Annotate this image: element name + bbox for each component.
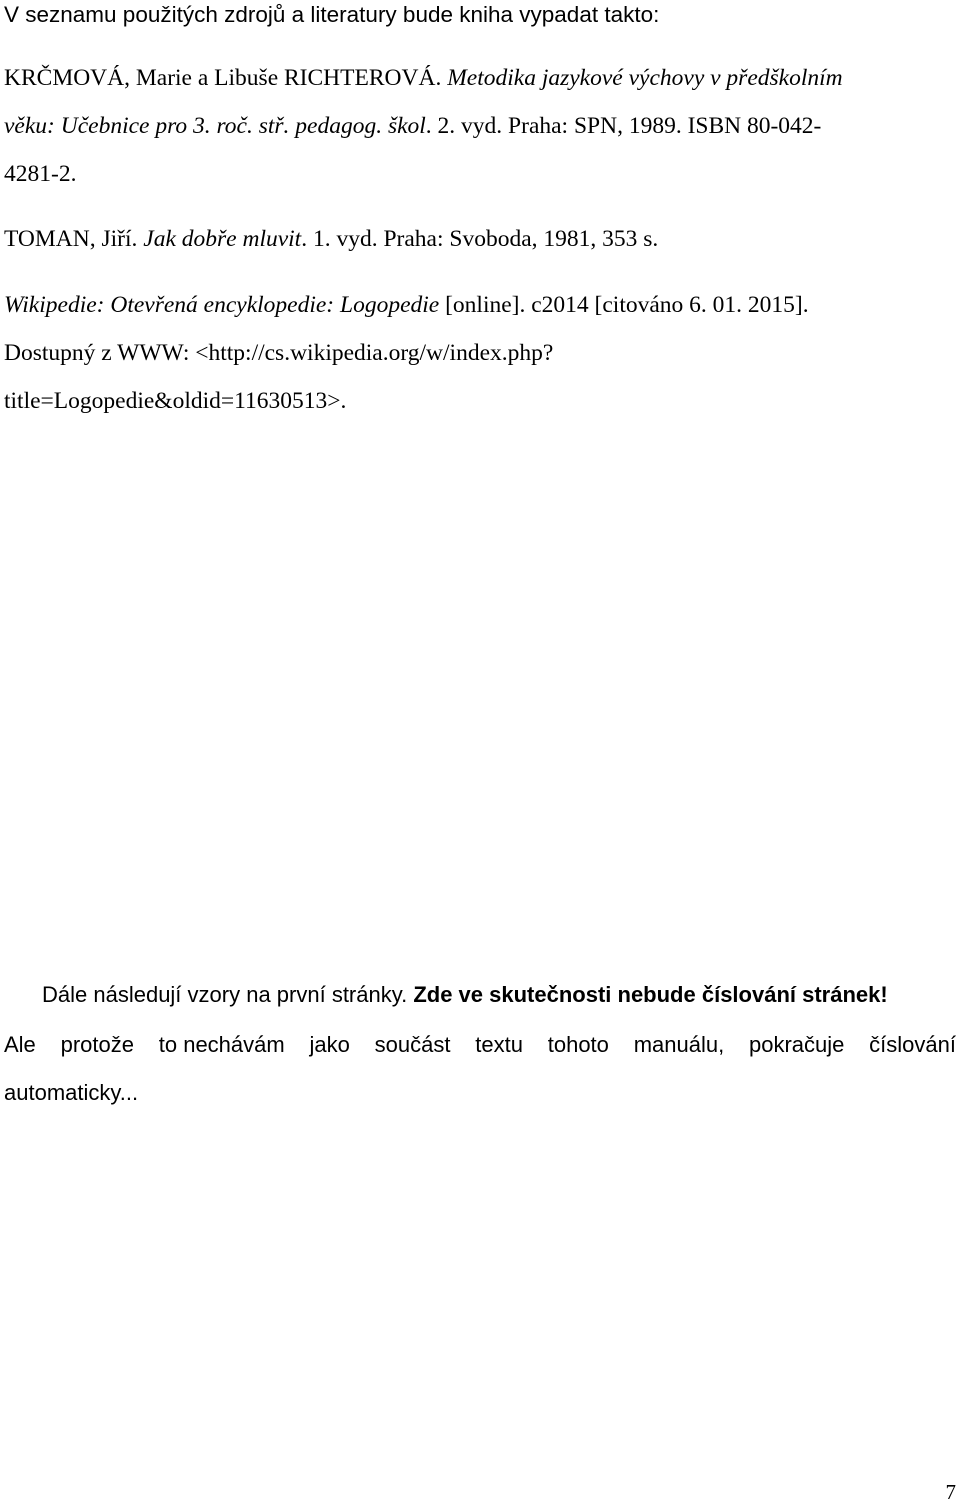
reference-line xyxy=(4,115,821,139)
reference-publication: . 2. vyd. Praha: SPN, 1989. ISBN 80-042- xyxy=(425,113,822,139)
note-warning: Zde ve skutečnosti nebude číslování stránek! xyxy=(413,982,888,1007)
reference-title: věku: Učebnice pro 3. roč. stř. pedagog. škol xyxy=(4,113,426,139)
note-word: manuálu, xyxy=(633,1032,725,1057)
page-number: 7 xyxy=(945,1480,956,1504)
note-word: jako xyxy=(309,1032,350,1057)
reference-publication: [online]. c2014 [citováno 6. 01. 2015]. xyxy=(439,292,809,318)
note-line: automaticky... xyxy=(4,1080,139,1105)
note-word: pokračuje xyxy=(748,1032,845,1057)
note-word: to nechávám xyxy=(158,1032,285,1057)
reference-line xyxy=(4,67,843,91)
reference-line xyxy=(4,163,76,187)
note-word: číslování xyxy=(869,1032,956,1057)
reference-title: Metodika jazykové výchovy v předškolním xyxy=(447,65,843,91)
reference-line xyxy=(4,342,553,366)
reference-url: Dostupný z WWW: <http://cs.wikipedia.org/w/index.php? xyxy=(4,340,554,366)
note-text: Dále následují vzory na první stránky. xyxy=(42,982,414,1007)
reference-isbn: 4281-2. xyxy=(4,161,77,187)
reference-title: Jak dobře mluvit xyxy=(143,226,302,252)
reference-line xyxy=(4,294,809,318)
reference-line xyxy=(4,228,658,252)
reference-authors: KRČMOVÁ, Marie a Libuše RICHTEROVÁ. xyxy=(4,65,448,91)
note-word: tohoto xyxy=(547,1032,609,1057)
note-line xyxy=(42,984,888,1006)
note-word: protože xyxy=(60,1032,134,1057)
reference-line xyxy=(4,390,346,414)
note-line-justified xyxy=(4,1034,956,1056)
reference-url: title=Logopedie&oldid=11630513>. xyxy=(4,388,347,414)
reference-publication: . 1. vyd. Praha: Svoboda, 1981, 353 s. xyxy=(301,226,659,252)
note-word: Ale xyxy=(4,1032,36,1057)
intro-text: V seznamu použitých zdrojů a literatury bude kniha vypadat takto: xyxy=(4,2,660,27)
note-word: součást xyxy=(374,1032,451,1057)
reference-title: Wikipedie: Otevřená encyklopedie: Logopedie xyxy=(4,292,440,318)
note-word: textu xyxy=(475,1032,523,1057)
reference-authors: TOMAN, Jiří. xyxy=(4,226,144,252)
